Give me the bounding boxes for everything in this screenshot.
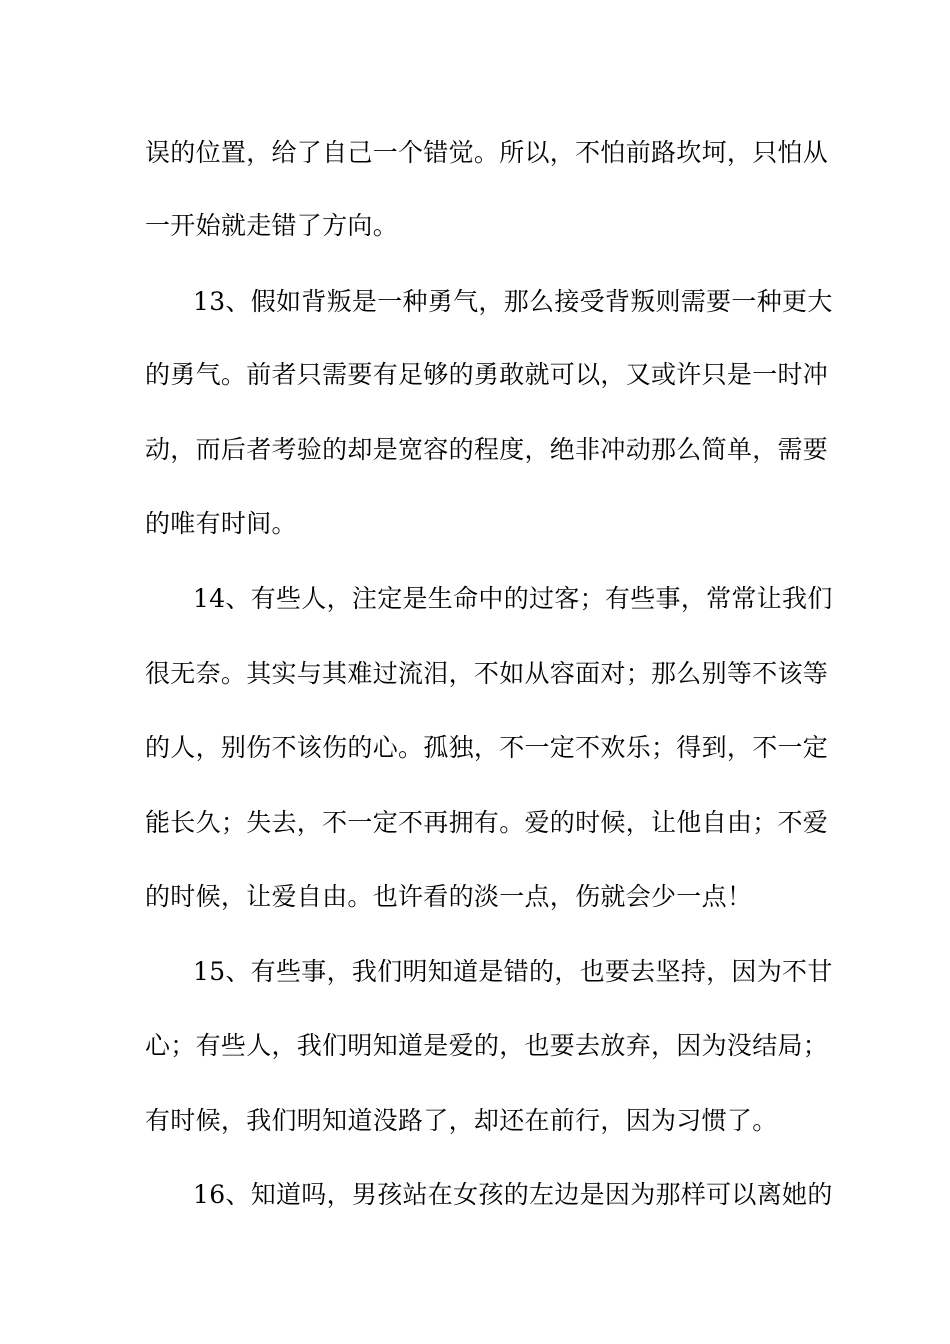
text-line: 很无奈。其实与其难过流泪，不如从容面对；那么别等不该等 <box>145 659 829 688</box>
text-line: 动，而后者考验的却是宽容的程度，绝非冲动那么简单，需要 <box>145 435 829 464</box>
paragraph-13-start: 13、假如背叛是一种勇气，那么接受背叛则需要一种更大 <box>193 287 833 316</box>
text-line: 的勇气。前者只需要有足够的勇敢就可以，又或许只是一时冲 <box>145 360 829 389</box>
text-line: 一开始就走错了方向。 <box>145 211 399 240</box>
text-line: 的人，别伤不该伤的心。孤独，不一定不欢乐；得到，不一定 <box>145 733 829 762</box>
paragraph-14-start: 14、有些人，注定是生命中的过客；有些事，常常让我们 <box>193 584 833 613</box>
paragraph-15-start: 15、有些事，我们明知道是错的，也要去坚持，因为不甘 <box>193 957 833 986</box>
text-line: 误的位置，给了自己一个错觉。所以，不怕前路坎坷，只怕从 <box>145 138 829 167</box>
text-line: 心；有些人，我们明知道是爱的，也要去放弃，因为没结局； <box>145 1031 829 1060</box>
text-line: 能长久；失去，不一定不再拥有。爱的时候，让他自由；不爱 <box>145 808 829 837</box>
text-line: 的时候，让爱自由。也许看的淡一点，伤就会少一点！ <box>145 882 753 911</box>
text-line: 有时候，我们明知道没路了，却还在前行，因为习惯了。 <box>145 1106 778 1135</box>
text-line: 的唯有时间。 <box>145 509 297 538</box>
paragraph-16-start: 16、知道吗，男孩站在女孩的左边是因为那样可以离她的 <box>193 1180 833 1209</box>
